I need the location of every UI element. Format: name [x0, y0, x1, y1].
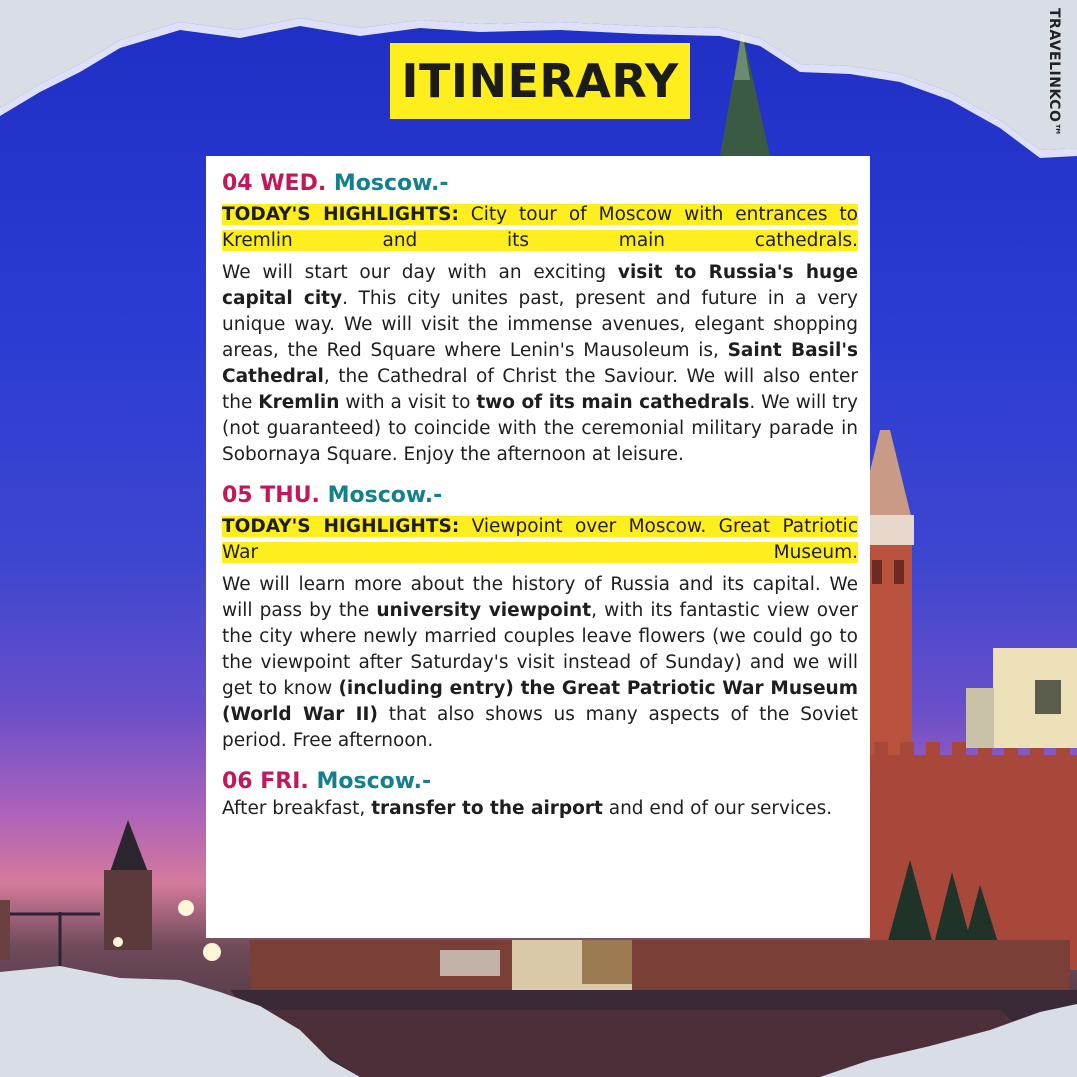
day-section-04 [222, 170, 858, 468]
bold-phrase: Saint Basil's Cathedral [222, 340, 858, 387]
day-number: 04 WED. [222, 171, 327, 196]
senate-building [966, 648, 1077, 748]
bold-phrase: Kremlin [258, 392, 340, 413]
bold-phrase: university viewpoint [376, 600, 592, 621]
day-city: Moscow.- [316, 769, 432, 794]
day-description: We will start our day with an exciting visit to Russia's huge capital city. This city unites past, present and future in a very unique way. We will visit the immense avenues, elegant shopping areas, the Red Square where Lenin's Mausoleum is, Saint Basil's Cathedral, the Cathedral of Christ the Saviour. We will also enter the Kremlin with a visit to two of its main cathedrals. We will try (not guaranteed) to coincide with the ceremonial military parade in Sobornaya Square. Enjoy the afternoon at leisure. [222, 262, 858, 465]
bold-phrase: two of its main cathedrals [476, 392, 750, 413]
day-city: Moscow.- [333, 171, 449, 196]
day-heading [222, 170, 858, 198]
highlights-text: Viewpoint over Moscow. Great Patriotic War Museum. [222, 516, 858, 563]
day-section-06 [222, 768, 858, 822]
bold-phrase: visit to Russia's huge capital city [222, 262, 858, 309]
day-heading [222, 768, 858, 796]
kremlin-tower-left [0, 820, 152, 960]
itinerary-card [206, 156, 870, 938]
brand-name: TRAVELINKCO™ [1046, 8, 1062, 137]
itinerary-title-banner [390, 43, 690, 119]
brand-watermark [1040, 8, 1066, 158]
highlights-text: City tour of Moscow with entrances to Kremlin and its main cathedrals. [222, 204, 858, 251]
highlights-label: TODAY'S HIGHLIGHTS: [222, 204, 459, 225]
today-highlights [222, 514, 858, 566]
crane [10, 912, 100, 968]
day-description: We will learn more about the history of Russia and its capital. We will pass by the university viewpoint, with its fantastic view over the city where newly married couples leave flowers (we could go to the viewpoint after Saturday's visit instead of Sunday) and we will get to know (including entry) the Great Patriotic War Museum (World War II) that also shows us many aspects of the Soviet period. Free afternoon. [222, 574, 859, 751]
bold-phrase: transfer to the airport [371, 798, 603, 819]
day-description: After breakfast, transfer to the airport and end of our services. [222, 798, 833, 819]
page-title: ITINERARY [401, 54, 679, 108]
highlights-label: TODAY'S HIGHLIGHTS: [222, 516, 460, 537]
day-number: 06 FRI. [222, 769, 309, 794]
day-number: 05 THU. [222, 483, 320, 508]
today-highlights [222, 202, 858, 254]
day-section-05 [222, 482, 858, 754]
day-heading [222, 482, 858, 510]
ground-buildings [250, 940, 1070, 992]
bold-phrase: (including entry) the Great Patriotic War Museum (World War II) [222, 678, 859, 725]
day-city: Moscow.- [327, 483, 443, 508]
